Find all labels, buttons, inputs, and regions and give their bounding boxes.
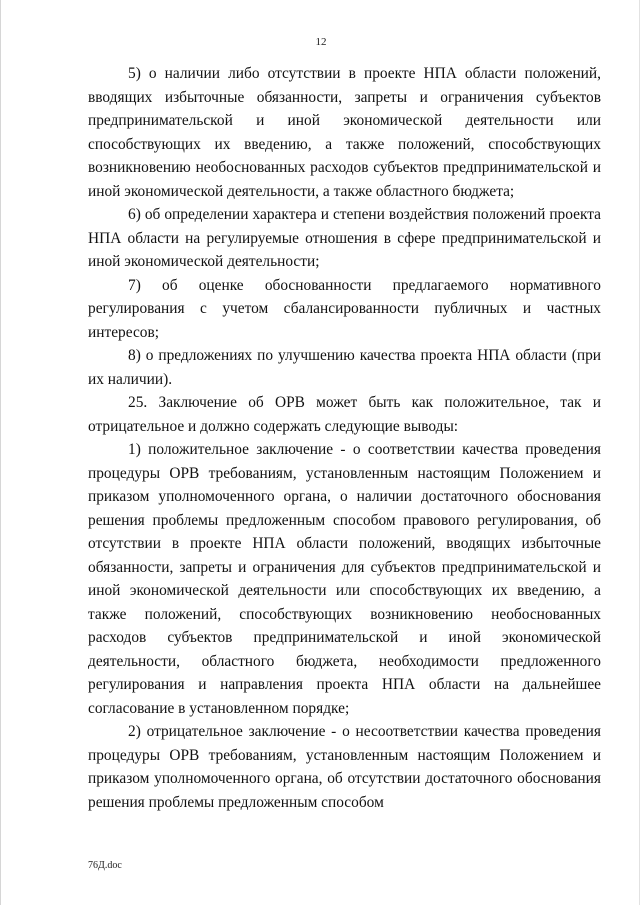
- paragraph-item-6: 6) об определении характера и степени воздействия положений проекта НПА области на регулируемые отношения в сфере предпринимательской и иной экономической деятельности;: [88, 206, 601, 270]
- paragraph-item-5: 5) о наличии либо отсутствии в проекте НПА области положений, вводящих избыточные обязанности, запреты и ограничения субъектов предпринимательской и иной экономической деятельности или способствующих их введению, а также положений, способствующих возникновению необоснованных расходов субъектов предпринимательской и иной экономической деятельности, а также областного бюджета;: [88, 65, 601, 200]
- paragraph-clause-25: 25. Заключение об ОРВ может быть как положительное, так и отрицательное и должно содержать следующие выводы:: [88, 394, 601, 435]
- paragraph-positive-conclusion: 1) положительное заключение - о соответствии качества проведения процедуры ОРВ требованиям, установленным настоящим Положением и приказом уполномоченного органа, о наличии достаточного обоснования решения проблемы предложенным способом правового регулирования, об отсутствии в проекте НПА области положений, вводящих избыточные обязанности, запреты и ограничения для субъектов предпринимательской и иной экономической деятельности или способствующих их введению, а также положений, способствующих возникновению необоснованных расходов субъектов предпринимательской и иной экономической деятельности, областного бюджета, необходимости предложенного регулирования и направления проекта НПА области на дальнейшее согласование в установленном порядке;: [88, 441, 601, 717]
- paragraph-item-7: 7) об оценке обоснованности предлагаемого нормативного регулирования с учетом сбалансированности публичных и частных интересов;: [88, 276, 601, 341]
- document-body: [88, 62, 601, 814]
- paragraph-item-8: 8) о предложениях по улучшению качества проекта НПА области (при их наличии).: [88, 347, 601, 388]
- footer-filename: 76Д.doc: [88, 860, 122, 871]
- page-number: 12: [315, 36, 327, 48]
- paragraph-negative-conclusion: 2) отрицательное заключение - о несоответствии качества проведения процедуры ОРВ требованиям, установленным настоящим Положением и приказом уполномоченного органа, об отсутствии достаточного обоснования решения проблемы предложенным способом: [88, 723, 601, 811]
